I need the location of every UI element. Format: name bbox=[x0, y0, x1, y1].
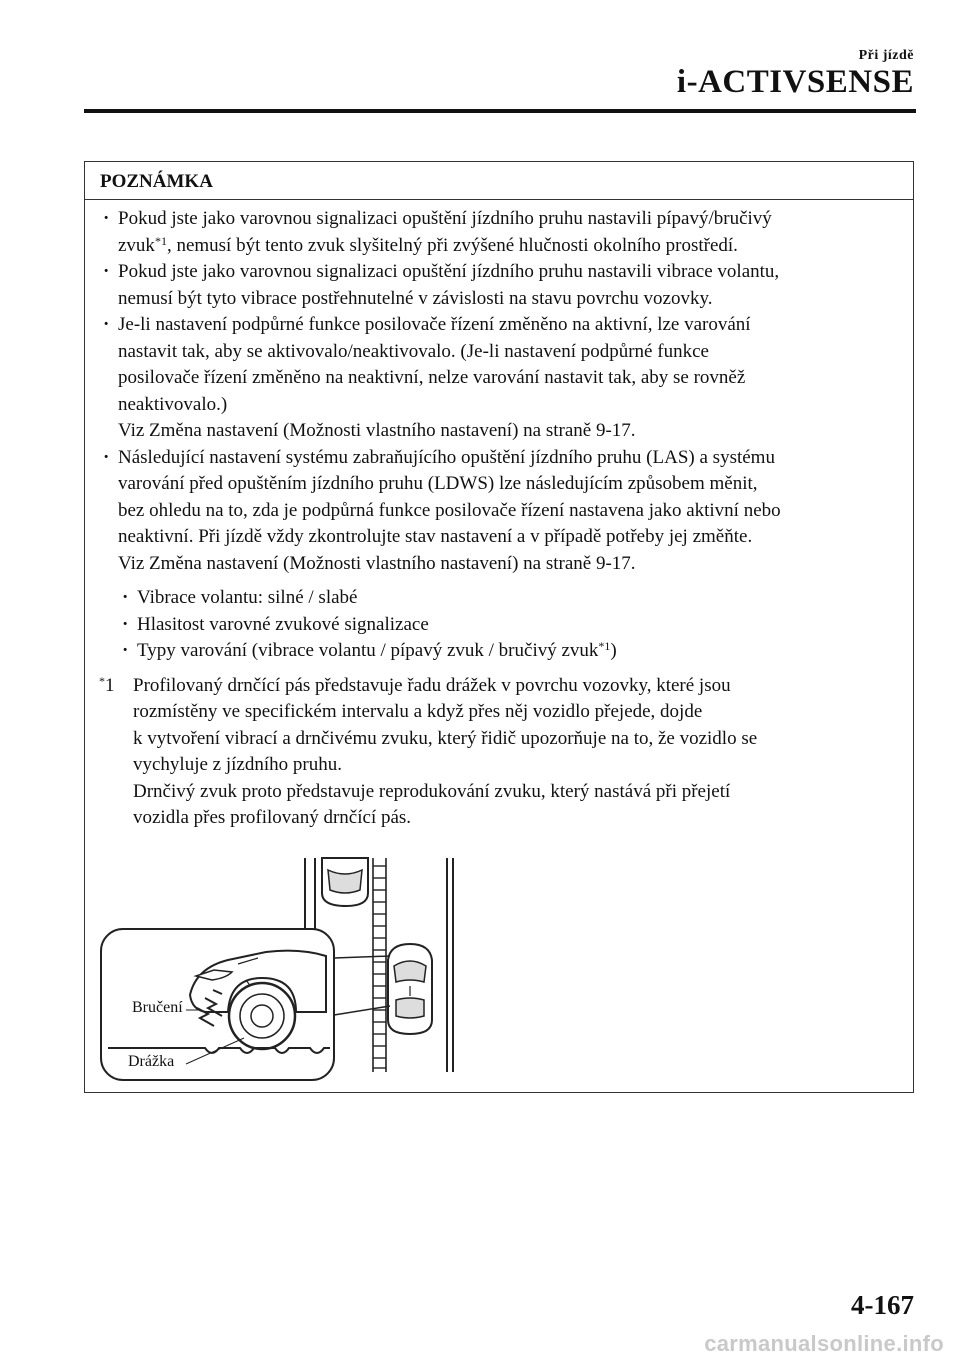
site-watermark[interactable]: carmanualsonline.info bbox=[704, 1331, 944, 1356]
cross-reference: Viz Změna nastavení (Možnosti vlastního nastavení) na straně 9-17. bbox=[118, 552, 636, 574]
label-rumble-sound: Bručení bbox=[132, 999, 183, 1016]
header-rule bbox=[84, 109, 916, 113]
footnote-line: vozidla přes profilovaný drnčící pás. bbox=[133, 807, 412, 828]
note-line: bez ohledu na to, zda je podpůrná funkce posilovače řízení nastavena jako aktivní nebo bbox=[118, 499, 781, 521]
footnote-number: 1 bbox=[105, 674, 115, 696]
car-ahead bbox=[322, 858, 368, 906]
note-text: , nemusí být tento zvuk slyšitelný při zvýšené hlučnosti okolního prostředí. bbox=[166, 234, 738, 256]
footnote-line: Profilovaný drnčící pás představuje řadu drážek v povrchu vozovky, které jsou bbox=[133, 674, 731, 696]
note-line: · Pokud jste jako varovnou signalizaci opuštění jízdního pruhu nastavili pípavý/bručivý bbox=[118, 208, 772, 229]
settings-item-text: Typy varování (vibrace volantu / pípavý zvuk / bručivý zvuk bbox=[137, 640, 599, 661]
wheel bbox=[229, 983, 295, 1049]
settings-item: · Hlasitost varovné zvukové signalizace bbox=[118, 612, 895, 639]
footnote-ref: *1 bbox=[598, 639, 611, 653]
rumble-strip-illustration bbox=[96, 845, 476, 1085]
footnote-mark bbox=[99, 673, 115, 700]
note-body bbox=[85, 200, 913, 832]
settings-item: · Vibrace volantu: silné / slabé bbox=[118, 585, 895, 612]
footnote-line: k vytvoření vibrací a drnčivému zvuku, který řidič upozorňuje na to, že vozidlo se bbox=[133, 727, 758, 749]
footnote-ref: *1 bbox=[154, 233, 167, 248]
note-bullet bbox=[99, 445, 895, 551]
note-line: nastavit tak, aby se aktivovalo/neaktivovalo. (Je-li nastavení podpůrné funkce bbox=[118, 340, 709, 362]
note-line: nemusí být tyto vibrace postřehnutelné v závislosti na stavu povrchu vozovky. bbox=[118, 287, 713, 309]
settings-item bbox=[118, 638, 895, 665]
section-title: Při jízdě bbox=[858, 48, 914, 63]
note-heading: POZNÁMKA bbox=[85, 162, 913, 200]
footnote-line: rozmístěny ve specifickém intervalu a když přes něj vozidlo přejede, dojde bbox=[133, 701, 703, 722]
settings-item-close: ) bbox=[610, 640, 617, 661]
note-line: · Pokud jste jako varovnou signalizaci opuštění jízdního pruhu nastavili vibrace volantu, bbox=[118, 261, 780, 282]
note-text: zvuk bbox=[118, 234, 155, 256]
page-number: 4-167 bbox=[851, 1290, 914, 1320]
note-line: · Následující nastavení systému zabraňujícího opuštění jízdního pruhu (LAS) a systému bbox=[118, 446, 775, 468]
note-bullet bbox=[99, 259, 895, 312]
note-line: posilovače řízení změněno na neaktivní, nelze varování nastavit tak, aby se rovněž bbox=[118, 367, 746, 388]
footnote-line: vychyluje z jízdního pruhu. bbox=[133, 754, 342, 775]
footnote bbox=[99, 673, 895, 832]
settings-list bbox=[99, 585, 895, 665]
note-line bbox=[118, 233, 895, 260]
footnote-line: Drnčivý zvuk proto představuje reprodukování zvuku, který nastává při přejetí bbox=[133, 780, 731, 802]
cross-reference: Viz Změna nastavení (Možnosti vlastního nastavení) na straně 9-17. bbox=[118, 420, 636, 441]
rumble-strip bbox=[373, 858, 386, 1072]
chapter-title: i-ACTIVSENSE bbox=[676, 64, 914, 100]
note-line: varování před opuštěním jízdního pruhu (LDWS) lze následujícím způsobem měnit, bbox=[118, 473, 758, 494]
note-bullet bbox=[99, 206, 895, 259]
note-line: neaktivní. Při jízdě vždy zkontrolujte stav nastavení a v případě potřeby jej změňte. bbox=[118, 526, 753, 547]
footnote-asterisk: * bbox=[99, 673, 105, 688]
note-bullet bbox=[99, 312, 895, 418]
car-departing bbox=[388, 944, 432, 1034]
note-line: · Je-li nastavení podpůrné funkce posilovače řízení změněno na aktivní, lze varování bbox=[118, 314, 751, 335]
label-groove: Drážka bbox=[128, 1053, 175, 1070]
note-line: neaktivovalo.) bbox=[118, 393, 228, 415]
